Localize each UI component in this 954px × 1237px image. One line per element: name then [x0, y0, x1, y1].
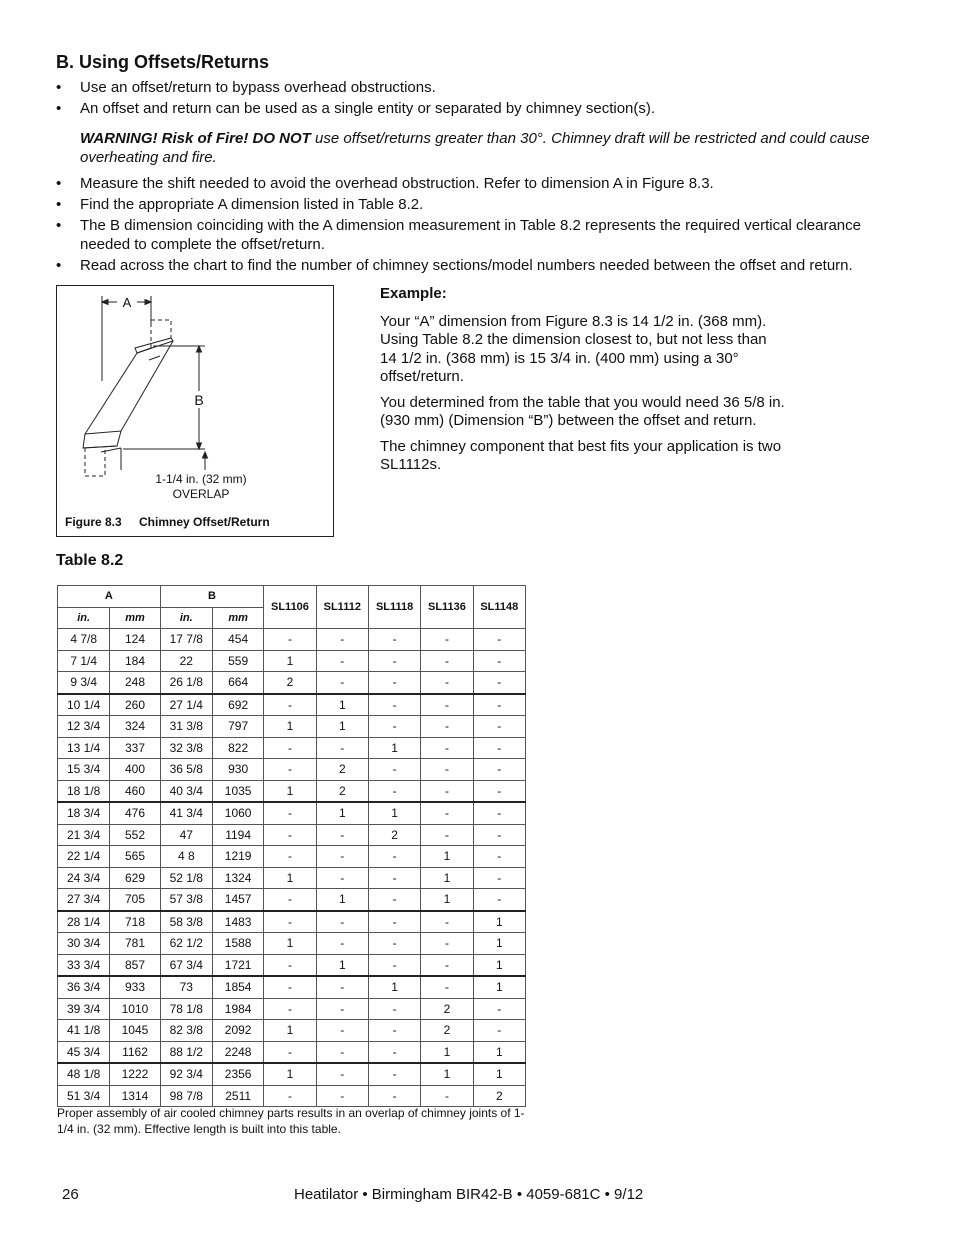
column-header-unit: mm — [110, 607, 160, 629]
overlap-label-line1: 1-1/4 in. (32 mm) — [155, 472, 247, 486]
table-row — [58, 889, 526, 911]
table-cell: 58 3/8 — [160, 911, 212, 933]
table-cell: - — [264, 976, 316, 998]
table-row — [58, 1020, 526, 1042]
table-cell: 57 3/8 — [160, 889, 212, 911]
table-cell: 7 1/4 — [58, 650, 110, 672]
table-cell: 27 1/4 — [160, 694, 212, 716]
table-cell: - — [368, 846, 420, 868]
table-cell: 629 — [110, 867, 160, 889]
table-cell: 2 — [421, 1020, 473, 1042]
table-row — [58, 976, 526, 998]
table-cell: - — [473, 650, 525, 672]
table-cell: - — [264, 954, 316, 976]
table-cell: - — [368, 933, 420, 955]
table-cell: 10 1/4 — [58, 694, 110, 716]
table-cell: 1 — [473, 933, 525, 955]
diagonal-pipe-right — [121, 341, 173, 431]
table-cell: 1 — [316, 694, 368, 716]
table-cell: - — [473, 867, 525, 889]
table-cell: - — [421, 933, 473, 955]
table-cell: 797 — [212, 716, 263, 738]
table-cell: - — [264, 737, 316, 759]
table-cell: 39 3/4 — [58, 998, 110, 1020]
table-cell: - — [473, 759, 525, 781]
table-note: Proper assembly of air cooled chimney parts results in an overlap of chimney joints of 1-1/4 in. (32 mm). Effective length is built into this table. — [57, 1106, 525, 1136]
table-row — [58, 780, 526, 802]
table-cell: 31 3/8 — [160, 716, 212, 738]
table-cell: - — [368, 867, 420, 889]
list-item: • An offset and return can be used as a single entity or separated by chimney section(s). — [56, 100, 902, 119]
table-cell: - — [264, 802, 316, 824]
table-cell: 400 — [110, 759, 160, 781]
table-cell: 1314 — [110, 1085, 160, 1107]
table-cell: 48 1/8 — [58, 1063, 110, 1085]
table-cell: - — [421, 672, 473, 694]
table-cell: 33 3/4 — [58, 954, 110, 976]
example-paragraph: The chimney component that best fits your application is two SL1112s. — [380, 437, 782, 473]
table-cell: 1 — [421, 867, 473, 889]
table-cell: 13 1/4 — [58, 737, 110, 759]
table-cell: 2 — [473, 1085, 525, 1107]
column-header-model: SL1106 — [264, 586, 316, 629]
table-cell: - — [421, 1085, 473, 1107]
column-group-b: B — [160, 586, 264, 608]
table-cell: - — [421, 954, 473, 976]
table-cell: 17 7/8 — [160, 629, 212, 651]
column-header-unit: mm — [212, 607, 263, 629]
table-cell: 1 — [421, 889, 473, 911]
table-cell: 67 3/4 — [160, 954, 212, 976]
table-cell: 18 1/8 — [58, 780, 110, 802]
table-cell: 2511 — [212, 1085, 263, 1107]
table-cell: 24 3/4 — [58, 867, 110, 889]
table-cell: 2248 — [212, 1041, 263, 1063]
example-title: Example: — [380, 285, 447, 302]
table-cell: - — [316, 933, 368, 955]
section-heading: B. Using Offsets/Returns — [56, 52, 270, 72]
table-cell: 1 — [421, 1041, 473, 1063]
table-row — [58, 694, 526, 716]
table-cell: - — [368, 889, 420, 911]
table-cell: 552 — [110, 824, 160, 846]
table-cell: 92 3/4 — [160, 1063, 212, 1085]
table-cell: - — [316, 737, 368, 759]
table-cell: - — [316, 846, 368, 868]
table-cell: - — [368, 954, 420, 976]
table-cell: - — [368, 998, 420, 1020]
footer-text: Heatilator • Birmingham BIR42-B • 4059-681C • 9/12 — [294, 1186, 644, 1203]
arrow-icon — [145, 300, 151, 305]
table-cell: 78 1/8 — [160, 998, 212, 1020]
table-cell: - — [473, 998, 525, 1020]
table-cell: - — [368, 694, 420, 716]
table-cell: - — [421, 911, 473, 933]
table-cell: 1 — [421, 1063, 473, 1085]
chimney-offset-diagram — [57, 286, 335, 538]
table-cell: 41 3/4 — [160, 802, 212, 824]
table-row — [58, 1041, 526, 1063]
table-cell: - — [421, 802, 473, 824]
table-cell: 260 — [110, 694, 160, 716]
example-paragraph: You determined from the table that you would need 36 5/8 in. (930 mm) (Dimension “B”) between the offset and return. — [380, 393, 785, 429]
column-header-model: SL1112 — [316, 586, 368, 629]
table-row — [58, 650, 526, 672]
column-header-model: SL1136 — [421, 586, 473, 629]
table-cell: 705 — [110, 889, 160, 911]
table-cell: - — [316, 976, 368, 998]
table-cell: 857 — [110, 954, 160, 976]
table-cell: 1045 — [110, 1020, 160, 1042]
table-cell: 1 — [473, 954, 525, 976]
table-cell: 41 1/8 — [58, 1020, 110, 1042]
table-cell: - — [473, 737, 525, 759]
table-cell: 1 — [264, 650, 316, 672]
overlap-label-line2: OVERLAP — [172, 487, 230, 501]
column-header-unit: in. — [160, 607, 212, 629]
table-cell: 2 — [368, 824, 420, 846]
figure-caption — [65, 515, 270, 529]
table-cell: - — [421, 976, 473, 998]
table-row — [58, 824, 526, 846]
table-cell: 27 3/4 — [58, 889, 110, 911]
table-cell: - — [316, 1085, 368, 1107]
list-item: • The B dimension coinciding with the A dimension measurement in Table 8.2 represents the required vertical clearance needed to complete the offset/return. — [56, 217, 902, 254]
table-cell: - — [368, 1063, 420, 1085]
table-cell: 1 — [264, 780, 316, 802]
table-row — [58, 867, 526, 889]
table-cell: - — [368, 1085, 420, 1107]
table-row — [58, 933, 526, 955]
table-cell: 88 1/2 — [160, 1041, 212, 1063]
table-cell: 51 3/4 — [58, 1085, 110, 1107]
table-cell: 1 — [316, 954, 368, 976]
lower-elbow-seam — [83, 446, 117, 448]
table-cell: 26 1/8 — [160, 672, 212, 694]
steps-bullet-list — [56, 175, 902, 278]
table-cell: 1 — [473, 1041, 525, 1063]
table-cell: 1 — [264, 1020, 316, 1042]
table-row — [58, 998, 526, 1020]
table-cell: - — [421, 737, 473, 759]
page-number: 26 — [62, 1186, 79, 1203]
table-cell: 454 — [212, 629, 263, 651]
column-header-model: SL1148 — [473, 586, 525, 629]
table-cell: 930 — [212, 759, 263, 781]
table-cell: 47 — [160, 824, 212, 846]
table-cell: - — [264, 629, 316, 651]
table-cell: 1 — [316, 716, 368, 738]
table-row — [58, 1063, 526, 1085]
table-cell: 1 — [368, 976, 420, 998]
table-cell: 1 — [473, 976, 525, 998]
table-cell: - — [473, 716, 525, 738]
list-item: • Read across the chart to find the number of chimney sections/model numbers needed between the offset and return. — [56, 257, 902, 276]
table-cell: - — [264, 998, 316, 1020]
table-row — [58, 672, 526, 694]
table-cell: - — [368, 759, 420, 781]
table-cell: - — [264, 846, 316, 868]
table-cell: 1 — [264, 716, 316, 738]
arrow-icon — [197, 346, 202, 352]
table-cell: 559 — [212, 650, 263, 672]
list-item: • Measure the shift needed to avoid the overhead obstruction. Refer to dimension A in Figure 8.3. — [56, 175, 902, 194]
table-cell: 565 — [110, 846, 160, 868]
table-cell: - — [368, 716, 420, 738]
table-cell: - — [368, 1041, 420, 1063]
table-cell: 2 — [264, 672, 316, 694]
list-item: • Find the appropriate A dimension listed in Table 8.2. — [56, 196, 902, 215]
table-cell: - — [316, 672, 368, 694]
table-cell: - — [264, 824, 316, 846]
table-cell: 52 1/8 — [160, 867, 212, 889]
table-cell: - — [264, 694, 316, 716]
table-cell: 1483 — [212, 911, 263, 933]
table-cell: 28 1/4 — [58, 911, 110, 933]
table-cell: 1222 — [110, 1063, 160, 1085]
table-cell: 62 1/2 — [160, 933, 212, 955]
table-row — [58, 954, 526, 976]
table-row — [58, 759, 526, 781]
table-cell: 22 1/4 — [58, 846, 110, 868]
diagonal-pipe-joint — [149, 356, 160, 360]
table-cell: - — [316, 1020, 368, 1042]
table-cell: - — [368, 780, 420, 802]
table-cell: 1 — [264, 1063, 316, 1085]
table-cell: 4 7/8 — [58, 629, 110, 651]
table-cell: 1060 — [212, 802, 263, 824]
table-cell: - — [421, 824, 473, 846]
table-cell: - — [368, 911, 420, 933]
table-cell: 12 3/4 — [58, 716, 110, 738]
table-cell: 1 — [473, 911, 525, 933]
table-cell: 82 3/8 — [160, 1020, 212, 1042]
table-cell: 124 — [110, 629, 160, 651]
table-cell: - — [368, 672, 420, 694]
table-cell: - — [316, 650, 368, 672]
table-cell: - — [264, 911, 316, 933]
figure-8-3 — [56, 285, 334, 537]
table-cell: 933 — [110, 976, 160, 998]
example-paragraph: Your “A” dimension from Figure 8.3 is 14 1/2 in. (368 mm). Using Table 8.2 the dimension closest to, but not less than 14 1/2 in. (368 mm) is 15 3/4 in. (400 mm) using a 30° offset/return. — [380, 312, 767, 385]
table-cell: 476 — [110, 802, 160, 824]
table-cell: - — [264, 1085, 316, 1107]
table-cell: - — [316, 1041, 368, 1063]
table-cell: 45 3/4 — [58, 1041, 110, 1063]
table-cell: - — [473, 629, 525, 651]
table-row — [58, 1085, 526, 1107]
warning-label: WARNING! Risk of Fire! DO NOT — [80, 130, 311, 147]
table-cell: 2092 — [212, 1020, 263, 1042]
overlap-marker — [101, 448, 121, 452]
table-cell: - — [473, 802, 525, 824]
table-cell: 21 3/4 — [58, 824, 110, 846]
table-cell: 184 — [110, 650, 160, 672]
table-cell: 2 — [316, 780, 368, 802]
upper-pipe-outline — [151, 320, 171, 348]
table-row — [58, 911, 526, 933]
table-cell: 1219 — [212, 846, 263, 868]
table-cell: 1 — [368, 737, 420, 759]
table-cell: - — [473, 694, 525, 716]
column-header-model: SL1118 — [368, 586, 420, 629]
table-cell: 2 — [316, 759, 368, 781]
table-cell: - — [368, 650, 420, 672]
table-cell: - — [473, 1020, 525, 1042]
table-cell: 1 — [473, 1063, 525, 1085]
table-cell: - — [264, 1041, 316, 1063]
table-cell: 40 3/4 — [160, 780, 212, 802]
table-cell: 1721 — [212, 954, 263, 976]
table-cell: - — [473, 846, 525, 868]
table-cell: 1194 — [212, 824, 263, 846]
table-cell: 1457 — [212, 889, 263, 911]
table-cell: 15 3/4 — [58, 759, 110, 781]
table-cell: 248 — [110, 672, 160, 694]
table-title: Table 8.2 — [56, 552, 124, 569]
table-cell: 30 3/4 — [58, 933, 110, 955]
table-cell: - — [421, 629, 473, 651]
upper-elbow-seam — [137, 348, 151, 353]
diagonal-pipe-left — [85, 353, 137, 434]
table-cell: 4 8 — [160, 846, 212, 868]
table-cell: - — [473, 672, 525, 694]
list-item: • Use an offset/return to bypass overhead obstructions. — [56, 79, 902, 98]
table-cell: 1035 — [212, 780, 263, 802]
table-row — [58, 629, 526, 651]
figure-title: Chimney Offset/Return — [139, 515, 270, 529]
table-cell: 32 3/8 — [160, 737, 212, 759]
table-cell: - — [316, 1063, 368, 1085]
intro-bullet-list — [56, 79, 902, 121]
table-cell: - — [264, 889, 316, 911]
table-cell: - — [473, 780, 525, 802]
table-row — [58, 737, 526, 759]
table-row — [58, 716, 526, 738]
table-cell: 337 — [110, 737, 160, 759]
table-cell: - — [421, 694, 473, 716]
table-cell: - — [421, 650, 473, 672]
table-cell: - — [316, 911, 368, 933]
table-cell: 664 — [212, 672, 263, 694]
offset-return-table — [57, 585, 526, 1107]
table-row — [58, 846, 526, 868]
table-cell: 781 — [110, 933, 160, 955]
table-cell: 1010 — [110, 998, 160, 1020]
table-cell: 22 — [160, 650, 212, 672]
table-cell: 1588 — [212, 933, 263, 955]
example-section — [380, 285, 785, 482]
table-cell: 98 7/8 — [160, 1085, 212, 1107]
table-cell: 1 — [316, 889, 368, 911]
table-cell: 1 — [421, 846, 473, 868]
table-cell: - — [473, 824, 525, 846]
table-cell: 36 5/8 — [160, 759, 212, 781]
table-cell: 73 — [160, 976, 212, 998]
table-cell: 2 — [421, 998, 473, 1020]
table-cell: 460 — [110, 780, 160, 802]
column-header-unit: in. — [58, 607, 110, 629]
table-cell: 2356 — [212, 1063, 263, 1085]
table-cell: - — [316, 998, 368, 1020]
table-cell: 1984 — [212, 998, 263, 1020]
arrow-icon — [102, 300, 108, 305]
table-cell: 1 — [264, 933, 316, 955]
arrow-icon — [197, 443, 202, 449]
table-body — [58, 629, 526, 1107]
table-cell: 1162 — [110, 1041, 160, 1063]
fire-warning — [80, 130, 910, 167]
table-cell: 1 — [264, 867, 316, 889]
table-cell: 1854 — [212, 976, 263, 998]
table-cell: - — [316, 629, 368, 651]
table-cell: - — [368, 629, 420, 651]
lower-elbow-band — [83, 431, 121, 448]
table-cell: - — [421, 716, 473, 738]
table-cell: - — [473, 889, 525, 911]
table-cell: - — [316, 867, 368, 889]
warning-text: use offset/returns greater than 30°. Chimney draft will be restricted and could cause overheating and fire. — [80, 130, 870, 166]
arrow-icon — [203, 452, 208, 458]
table-cell: 18 3/4 — [58, 802, 110, 824]
label-a: A — [122, 295, 132, 310]
table-cell: - — [264, 759, 316, 781]
figure-number: Figure 8.3 — [65, 515, 122, 529]
table-row — [58, 802, 526, 824]
table-cell: 1 — [316, 802, 368, 824]
table-cell: 36 3/4 — [58, 976, 110, 998]
table-cell: - — [316, 824, 368, 846]
table-cell: 9 3/4 — [58, 672, 110, 694]
label-b: B — [194, 392, 204, 408]
column-group-a: A — [58, 586, 161, 608]
table-cell: 822 — [212, 737, 263, 759]
table-cell: - — [368, 1020, 420, 1042]
table-cell: 324 — [110, 716, 160, 738]
table-cell: 692 — [212, 694, 263, 716]
table-cell: - — [421, 780, 473, 802]
table-cell: 718 — [110, 911, 160, 933]
table-cell: 1324 — [212, 867, 263, 889]
table-cell: - — [421, 759, 473, 781]
table-cell: 1 — [368, 802, 420, 824]
